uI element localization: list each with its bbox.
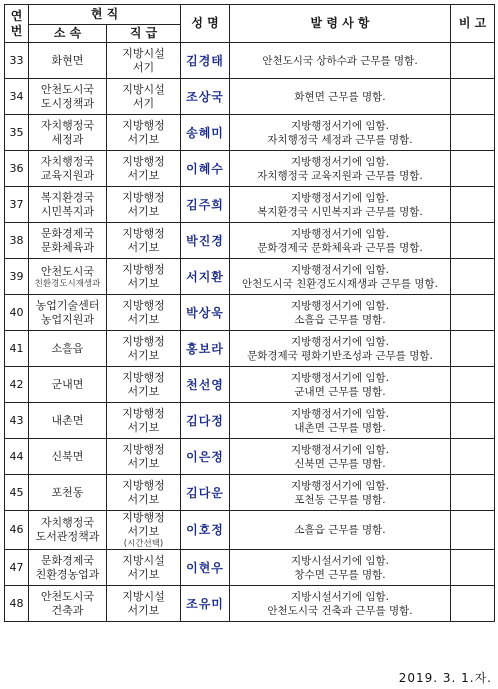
row-number-text: 48 <box>9 596 24 610</box>
current-dept <box>29 475 107 511</box>
person-name <box>181 43 230 79</box>
table-row <box>5 511 495 550</box>
appointment-order-text: 지방행정서기에 임함. 포천동 근무를 명함. <box>291 479 389 506</box>
table-row <box>5 550 495 586</box>
appointment-order <box>230 43 451 79</box>
current-grade-text: 지방행정 서기보 <box>122 298 165 326</box>
current-dept-text: 안천도시국 <box>40 264 95 278</box>
person-name <box>181 511 230 550</box>
current-grade <box>107 43 181 79</box>
person-name <box>181 187 230 223</box>
current-grade-text: 지방행정 서기보 <box>122 154 165 182</box>
row-number-text: 46 <box>9 523 24 536</box>
table-row <box>5 331 495 367</box>
current-grade <box>107 79 181 115</box>
current-grade-text: 지방행정 서기보 <box>122 190 165 218</box>
row-number <box>5 187 29 223</box>
row-number <box>5 115 29 151</box>
appointment-order <box>230 115 451 151</box>
appointment-order <box>230 439 451 475</box>
table-row <box>5 79 495 115</box>
person-name <box>181 403 230 439</box>
current-dept-text: 자치행정국 세정과 <box>40 118 95 146</box>
current-grade <box>107 151 181 187</box>
appointment-order-text: 지방행정서기에 임함. 군내면 근무를 명함. <box>291 371 389 398</box>
row-number-text: 43 <box>9 413 24 427</box>
current-dept <box>29 295 107 331</box>
person-name <box>181 475 230 511</box>
person-name-text: 조유미 <box>186 596 224 611</box>
current-grade <box>107 475 181 511</box>
row-number-text: 35 <box>9 125 24 139</box>
appointment-order <box>230 223 451 259</box>
appointment-order-text: 지방행정서기에 임함. 자치행정국 교육지원과 근무를 명함. <box>257 155 423 182</box>
person-name-text: 서지환 <box>186 269 224 284</box>
table-header <box>5 5 495 43</box>
row-number <box>5 403 29 439</box>
header-dept: 소 속 <box>29 25 107 43</box>
current-grade-text: 지방행정 서기보 <box>122 511 165 538</box>
appointment-order <box>230 295 451 331</box>
person-name-text: 홍보라 <box>186 341 224 356</box>
current-dept-text: 문화경제국 친환경농업과 <box>35 553 100 581</box>
current-grade <box>107 223 181 259</box>
current-grade-text: 지방행정 서기보 <box>122 478 165 506</box>
person-name <box>181 223 230 259</box>
table-row <box>5 403 495 439</box>
person-name-text: 박상욱 <box>186 305 224 320</box>
row-number-text: 34 <box>9 89 24 103</box>
appointment-order <box>230 367 451 403</box>
note-cell <box>451 223 495 259</box>
table-row <box>5 367 495 403</box>
effective-date: 2019. 3. 1.자. <box>398 671 492 685</box>
current-grade <box>107 295 181 331</box>
person-name-text: 송혜미 <box>186 125 224 140</box>
note-cell <box>451 79 495 115</box>
person-name-text: 김다운 <box>186 485 224 500</box>
current-dept <box>29 151 107 187</box>
row-number <box>5 367 29 403</box>
appointment-order-text: 소흘읍 근무를 명함. <box>294 524 386 536</box>
note-cell <box>451 331 495 367</box>
header-name: 성 명 <box>181 5 230 43</box>
appointment-order-text: 지방행정서기에 임함. 내촌면 근무를 명함. <box>291 407 389 434</box>
table-row <box>5 187 495 223</box>
current-grade <box>107 586 181 622</box>
row-number <box>5 79 29 115</box>
current-dept-text: 안천도시국 건축과 <box>40 589 95 617</box>
current-grade-text: 지방행정 서기보 <box>122 262 165 290</box>
person-name-text: 박진경 <box>186 233 224 248</box>
person-name <box>181 367 230 403</box>
appointment-table <box>4 4 495 622</box>
person-name <box>181 151 230 187</box>
current-grade <box>107 403 181 439</box>
current-dept <box>29 259 107 295</box>
current-dept-text: 화현면 <box>51 53 84 67</box>
note-cell <box>451 43 495 79</box>
person-name-text: 이호정 <box>186 523 224 537</box>
table-row <box>5 223 495 259</box>
appointment-order <box>230 550 451 586</box>
current-dept-text: 농업기술센터 농업지원과 <box>35 298 100 326</box>
current-dept <box>29 331 107 367</box>
note-cell <box>451 586 495 622</box>
current-dept-text: 복지환경국 시민복지과 <box>40 190 95 218</box>
note-cell <box>451 403 495 439</box>
appointment-order-text: 지방행정서기에 임함. 소흘읍 근무를 명함. <box>291 299 389 326</box>
person-name <box>181 295 230 331</box>
current-grade-text: 지방시설 서기보 <box>122 553 165 581</box>
current-dept <box>29 586 107 622</box>
table-row <box>5 439 495 475</box>
person-name-text: 김경태 <box>186 53 224 68</box>
person-name <box>181 586 230 622</box>
appointment-order <box>230 151 451 187</box>
current-dept <box>29 43 107 79</box>
row-number <box>5 223 29 259</box>
row-number <box>5 331 29 367</box>
appointment-order-text: 화현면 근무를 명함. <box>294 90 386 103</box>
current-grade-text: 지방행정 서기보 <box>122 370 165 398</box>
current-grade <box>107 259 181 295</box>
person-name-text: 이혜수 <box>186 161 224 176</box>
row-number <box>5 586 29 622</box>
note-cell <box>451 151 495 187</box>
person-name <box>181 439 230 475</box>
row-number-text: 42 <box>9 377 24 391</box>
current-grade-text: 지방행정 서기보 <box>122 118 165 146</box>
row-number <box>5 550 29 586</box>
row-number-text: 33 <box>9 53 24 67</box>
appointment-order-text: 지방시설서기에 임함. 안천도시국 건축과 근무를 명함. <box>267 590 413 617</box>
current-grade <box>107 331 181 367</box>
person-name-text: 김다정 <box>186 413 224 428</box>
current-grade-text: 지방행정 서기보 <box>122 406 165 434</box>
appointment-order <box>230 511 451 550</box>
row-number-text: 37 <box>9 197 24 211</box>
person-name <box>181 550 230 586</box>
current-dept <box>29 223 107 259</box>
appointment-order-text: 안천도시국 상하수과 근무를 명함. <box>262 54 418 67</box>
appointment-order-text: 지방행정서기에 임함. 안천도시국 친환경도시재생과 근무를 명함. <box>242 263 438 290</box>
row-number <box>5 475 29 511</box>
table-row <box>5 259 495 295</box>
current-dept <box>29 115 107 151</box>
current-grade <box>107 550 181 586</box>
person-name-text: 천선영 <box>186 377 224 392</box>
appointment-order <box>230 403 451 439</box>
table-row <box>5 115 495 151</box>
current-dept-text: 문화경제국 문화체육과 <box>40 226 95 254</box>
header-grade: 직 급 <box>107 25 181 43</box>
current-dept-text: 안천도시국 도시정책과 <box>40 82 95 110</box>
current-grade-text: 지방시설 서기보 <box>122 589 165 617</box>
note-cell <box>451 259 495 295</box>
current-dept <box>29 187 107 223</box>
note-cell <box>451 475 495 511</box>
current-dept-text: 소흘읍 <box>51 341 84 355</box>
current-grade-text: 지방행정 서기보 <box>122 442 165 470</box>
appointment-order-text: 지방시설서기에 임함. 창수면 근무를 명함. <box>291 554 389 581</box>
current-dept-text: 신북면 <box>51 449 84 463</box>
table-body <box>5 43 495 622</box>
current-grade <box>107 187 181 223</box>
current-grade-text: 지방행정 서기보 <box>122 226 165 254</box>
appointment-order-text: 지방행정서기에 임함. 문화경제국 문화체육과 근무를 명함. <box>257 227 423 254</box>
current-dept <box>29 403 107 439</box>
header-order: 발 령 사 항 <box>230 5 451 43</box>
current-dept-sub: 친환경도시재생과 <box>34 278 101 289</box>
appointment-order <box>230 586 451 622</box>
current-dept-text: 군내면 <box>51 377 84 391</box>
current-grade <box>107 511 181 550</box>
current-dept-text: 자치행정국 도서관정책과 <box>35 516 100 543</box>
table-row <box>5 475 495 511</box>
header-no: 연 번 <box>5 5 29 43</box>
row-number-text: 38 <box>9 233 24 247</box>
appointment-order <box>230 475 451 511</box>
table-row <box>5 295 495 331</box>
note-cell <box>451 439 495 475</box>
row-number <box>5 259 29 295</box>
row-number-text: 40 <box>9 305 24 319</box>
row-number-text: 44 <box>9 449 24 463</box>
appointment-order-text: 지방행정서기에 임함. 복지환경국 시민복지과 근무를 명함. <box>257 191 423 218</box>
current-grade <box>107 439 181 475</box>
appointment-order <box>230 331 451 367</box>
current-dept <box>29 550 107 586</box>
person-name-text: 조상국 <box>186 89 224 104</box>
person-name <box>181 79 230 115</box>
row-number-text: 36 <box>9 161 24 175</box>
person-name <box>181 331 230 367</box>
current-grade-text: 지방시설 서기 <box>122 82 165 110</box>
current-dept <box>29 511 107 550</box>
person-name-text: 김주희 <box>186 197 224 212</box>
person-name <box>181 259 230 295</box>
note-cell <box>451 550 495 586</box>
appointment-order-text: 지방행정서기에 임함. 자치행정국 세정과 근무를 명함. <box>267 119 413 146</box>
row-number-text: 47 <box>9 560 24 574</box>
table-row <box>5 43 495 79</box>
note-cell <box>451 187 495 223</box>
header-note: 비 고 <box>451 5 495 43</box>
note-cell <box>451 295 495 331</box>
current-grade-text: 지방행정 서기보 <box>122 334 165 362</box>
current-grade-sub: (시간선택) <box>123 539 164 549</box>
row-number-text: 41 <box>9 341 24 355</box>
person-name <box>181 115 230 151</box>
row-number <box>5 439 29 475</box>
person-name-text: 이현우 <box>186 560 224 575</box>
appointment-order <box>230 259 451 295</box>
row-number <box>5 295 29 331</box>
current-dept-text: 포천동 <box>51 485 84 499</box>
table-row <box>5 151 495 187</box>
note-cell <box>451 115 495 151</box>
note-cell <box>451 511 495 550</box>
current-dept <box>29 79 107 115</box>
appointment-order <box>230 79 451 115</box>
current-grade <box>107 115 181 151</box>
current-dept-text: 내촌면 <box>51 413 84 427</box>
appointment-order-text: 지방행정서기에 임함. 신북면 근무를 명함. <box>291 443 389 470</box>
row-number <box>5 151 29 187</box>
current-dept-text: 자치행정국 교육지원과 <box>40 154 95 182</box>
current-dept <box>29 367 107 403</box>
note-cell <box>451 367 495 403</box>
appointment-order <box>230 187 451 223</box>
header-current-post: 현 직 <box>29 5 181 25</box>
person-name-text: 이은정 <box>186 449 224 464</box>
row-number-text: 39 <box>9 269 24 283</box>
current-dept <box>29 439 107 475</box>
current-grade-text: 지방시설 서기 <box>122 46 165 74</box>
current-grade <box>107 367 181 403</box>
table-row <box>5 586 495 622</box>
row-number <box>5 511 29 550</box>
appointment-order-text: 지방행정서기에 임함. 문화경제국 평화기반조성과 근무를 명함. <box>247 335 433 362</box>
row-number-text: 45 <box>9 485 24 499</box>
row-number <box>5 43 29 79</box>
